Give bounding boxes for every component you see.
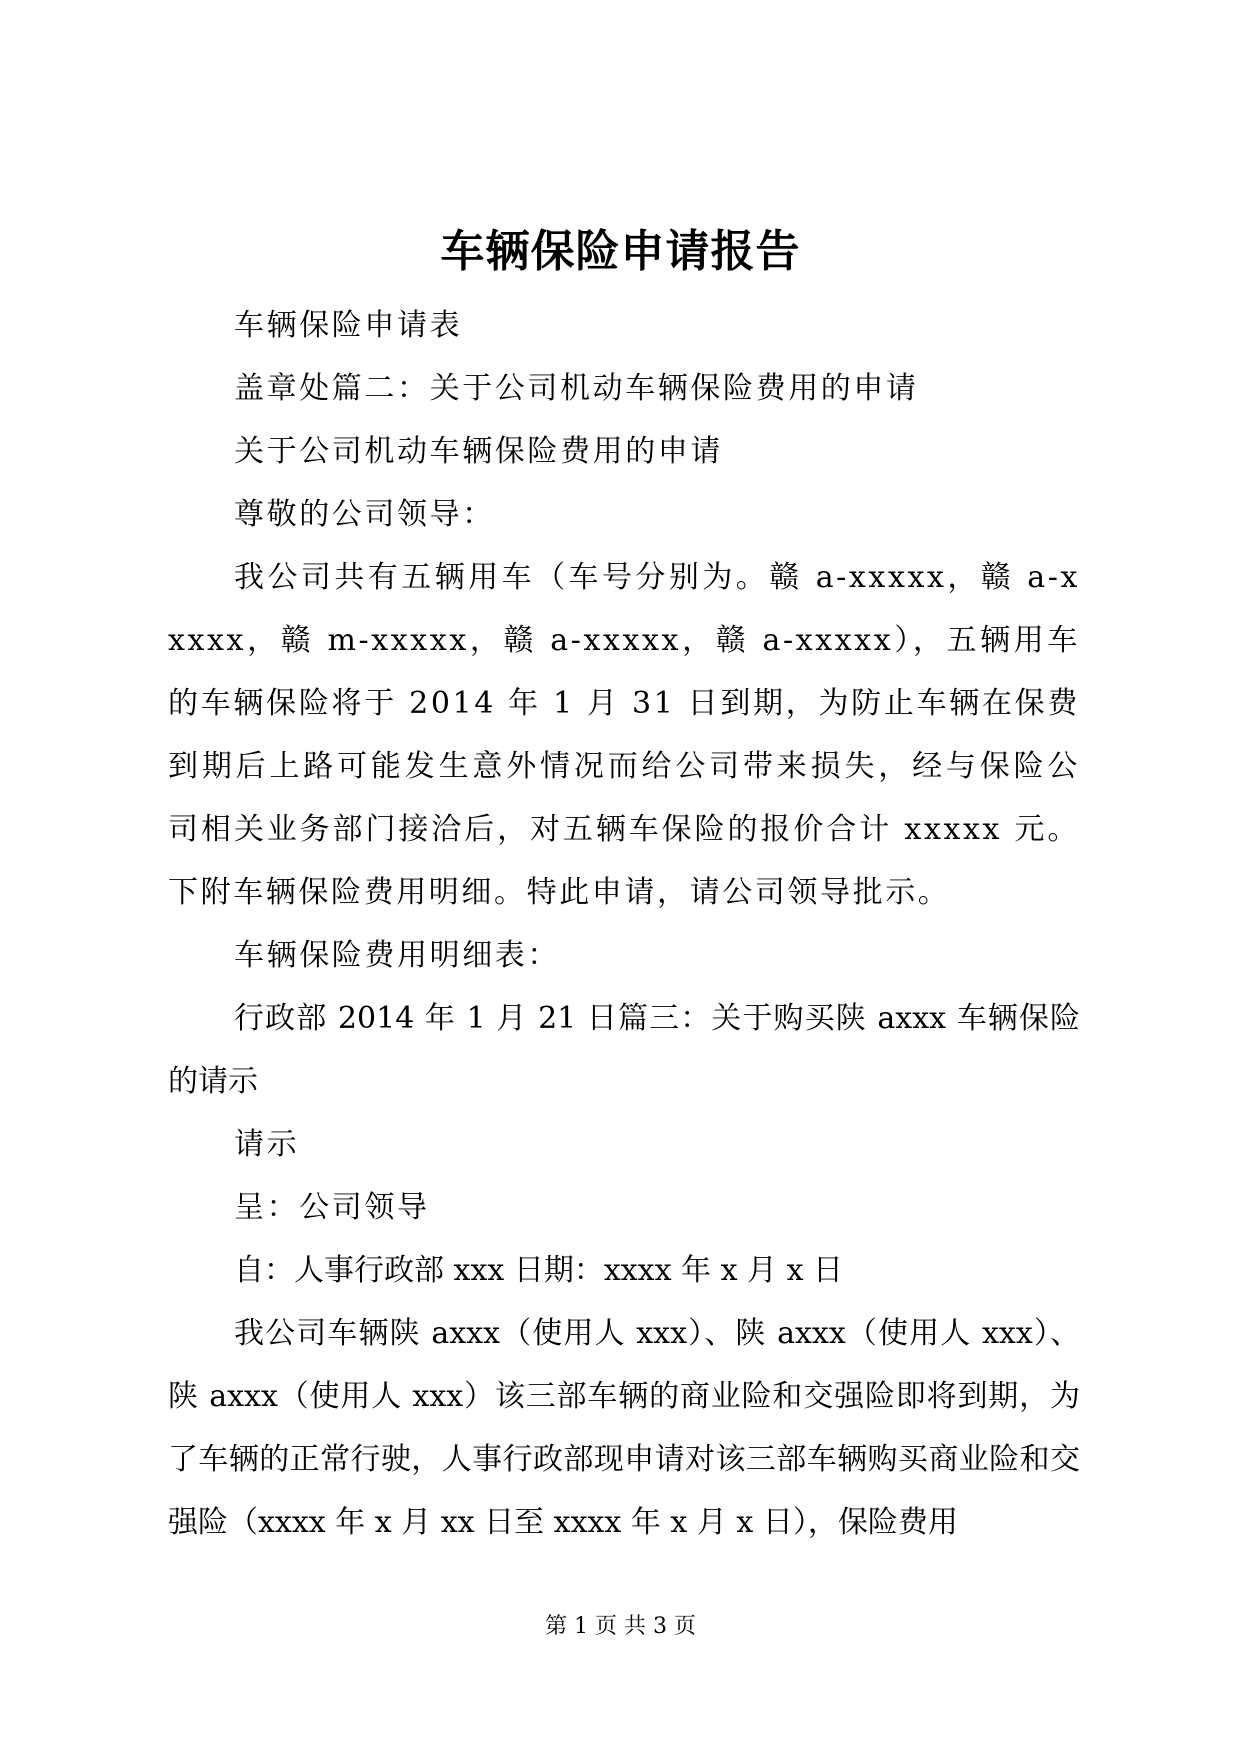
paragraph-sender-date: 自：人事行政部 xxx 日期：xxxx 年 x 月 x 日	[234, 1253, 844, 1288]
paragraph-cost-detail-heading: 车辆保险费用明细表：	[234, 938, 560, 973]
paragraph-application-subject: 关于公司机动车辆保险费用的申请	[234, 434, 723, 469]
paragraph-recipient: 呈：公司领导	[234, 1190, 430, 1225]
document-body	[168, 294, 1080, 1554]
paragraph-request-heading: 请示	[234, 1127, 300, 1162]
paragraph-application-form: 车辆保险申请表	[234, 308, 463, 343]
paragraph-part-three-heading: 行政部 2014 年 1 月 21 日篇三：关于购买陕 axxx 车辆保险的请示	[168, 1001, 1080, 1099]
paragraph-insurance-request: 我公司车辆陕 axxx（使用人 xxx）、陕 axxx（使用人 xxx）、陕 axxx（使用人 xxx）该三部车辆的商业险和交强险即将到期，为了车辆的正常行驶，人事行政部现申请对该三部车辆购买商业险和交强险（xxxx 年 x 月 xx 日至 xxxx 年 x 月 x 日），保险费用	[168, 1316, 1080, 1540]
paragraph-part-two-heading: 盖章处篇二：关于公司机动车辆保险费用的申请	[234, 371, 919, 406]
page-number-footer: 第 1 页 共 3 页	[545, 1614, 696, 1639]
paragraph-vehicle-request: 我公司共有五辆用车（车号分别为。赣 a-xxxxx，赣 a-xxxxx，赣 m-xxxxx，赣 a-xxxxx，赣 a-xxxxx），五辆用车的车辆保险将于 2014 年 1 月 31 日到期，为防止车辆在保费到期后上路可能发生意外情况而给公司带来损失，经与保险公司相关业务部门接洽后，对五辆车保险的报价合计 xxxxx 元。下附车辆保险费用明细。特此申请，请公司领导批示。	[168, 560, 1080, 910]
document-title: 车辆保险申请报告	[440, 226, 801, 277]
paragraph-salutation: 尊敬的公司领导：	[234, 497, 495, 532]
